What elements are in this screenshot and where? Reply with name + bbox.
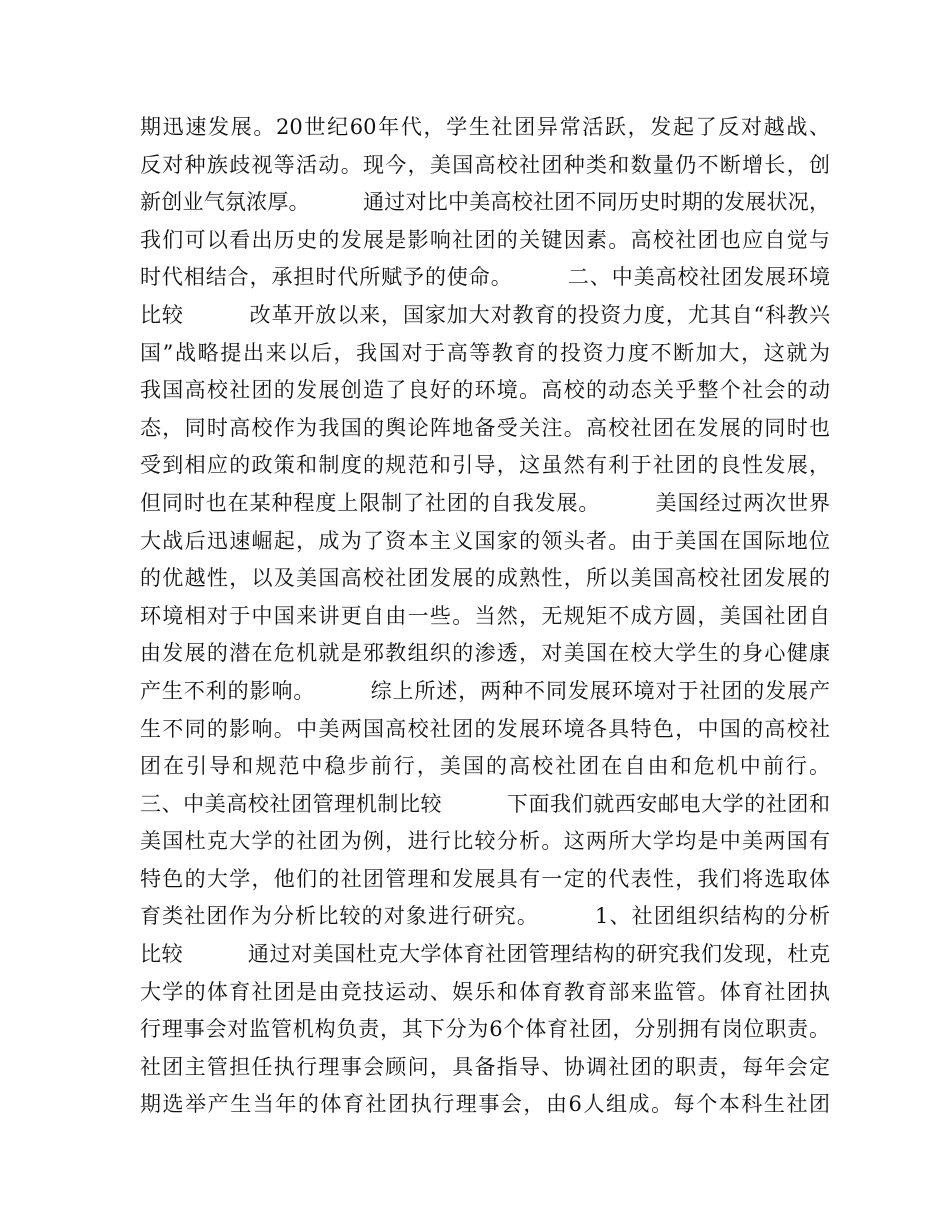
text-line: 社团主管担任执行理事会顾问，具备指导、协调社团的职责，每年会定 xyxy=(140,1054,830,1079)
text-line: 行理事会对监管机构负责，其下分为6个体育社团，分别拥有岗位职责。 xyxy=(140,1017,830,1042)
text-line: 我国高校社团的发展创造了良好的环境。高校的动态关乎整个社会的动 xyxy=(140,378,830,403)
text-line: 比较 通过对美国杜克大学体育社团管理结构的研究我们发现，杜克 xyxy=(140,942,830,967)
text-line: 特色的大学，他们的社团管理和发展具有一定的代表性，我们将选取体 xyxy=(140,866,830,891)
text-line: 我们可以看出历史的发展是影响社团的关键因素。高校社团也应自觉与 xyxy=(140,227,830,252)
body-text xyxy=(140,109,830,1124)
text-line: 的优越性，以及美国高校社团发展的成熟性，所以美国高校社团发展的 xyxy=(140,566,830,591)
text-line: 生不同的影响。中美两国高校社团的发展环境各具特色，中国的高校社 xyxy=(140,716,830,741)
text-line: 受到相应的政策和制度的规范和引导，这虽然有利于社团的良性发展， xyxy=(140,453,830,478)
text-line: 比较 改革开放以来，国家加大对教育的投资力度，尤其自“科教兴 xyxy=(140,302,830,327)
text-line: 由发展的潜在危机就是邪教组织的渗透，对美国在校大学生的身心健康 xyxy=(140,641,830,666)
text-line: 三、中美高校社团管理机制比较 下面我们就西安邮电大学的社团和 xyxy=(140,791,830,816)
text-line: 环境相对于中国来讲更自由一些。当然，无规矩不成方圆，美国社团自 xyxy=(140,603,830,628)
text-line: 育类社团作为分析比较的对象进行研究。 1、社团组织结构的分析 xyxy=(140,904,830,929)
text-line: 团在引导和规范中稳步前行，美国的高校社团在自由和危机中前行。 xyxy=(140,754,830,779)
text-line: 美国杜克大学的社团为例，进行比较分析。这两所大学均是中美两国有 xyxy=(140,829,830,854)
text-line: 产生不利的影响。 综上所述，两种不同发展环境对于社团的发展产 xyxy=(140,678,830,703)
text-line: 但同时也在某种程度上限制了社团的自我发展。 美国经过两次世界 xyxy=(140,490,830,515)
text-line: 大战后迅速崛起，成为了资本主义国家的领头者。由于美国在国际地位 xyxy=(140,528,830,553)
text-line: 时代相结合，承担时代所赋予的使命。 二、中美高校社团发展环境 xyxy=(140,265,830,290)
text-line: 国”战略提出来以后，我国对于高等教育的投资力度不断加大，这就为 xyxy=(140,340,830,365)
text-line: 期选举产生当年的体育社团执行理事会，由6人组成。每个本科生社团 xyxy=(140,1092,830,1117)
text-line: 反对种族歧视等活动。现今，美国高校社团种类和数量仍不断增长，创 xyxy=(140,152,830,177)
text-line: 期迅速发展。20世纪60年代，学生社团异常活跃，发起了反对越战、 xyxy=(140,115,830,139)
text-line: 新创业气氛浓厚。 通过对比中美高校社团不同历史时期的发展状况， xyxy=(140,190,830,215)
text-line: 大学的体育社团是由竞技运动、娱乐和体育教育部来监管。体育社团执 xyxy=(140,979,830,1004)
text-line: 态，同时高校作为我国的舆论阵地备受关注。高校社团在发展的同时也 xyxy=(140,415,830,440)
